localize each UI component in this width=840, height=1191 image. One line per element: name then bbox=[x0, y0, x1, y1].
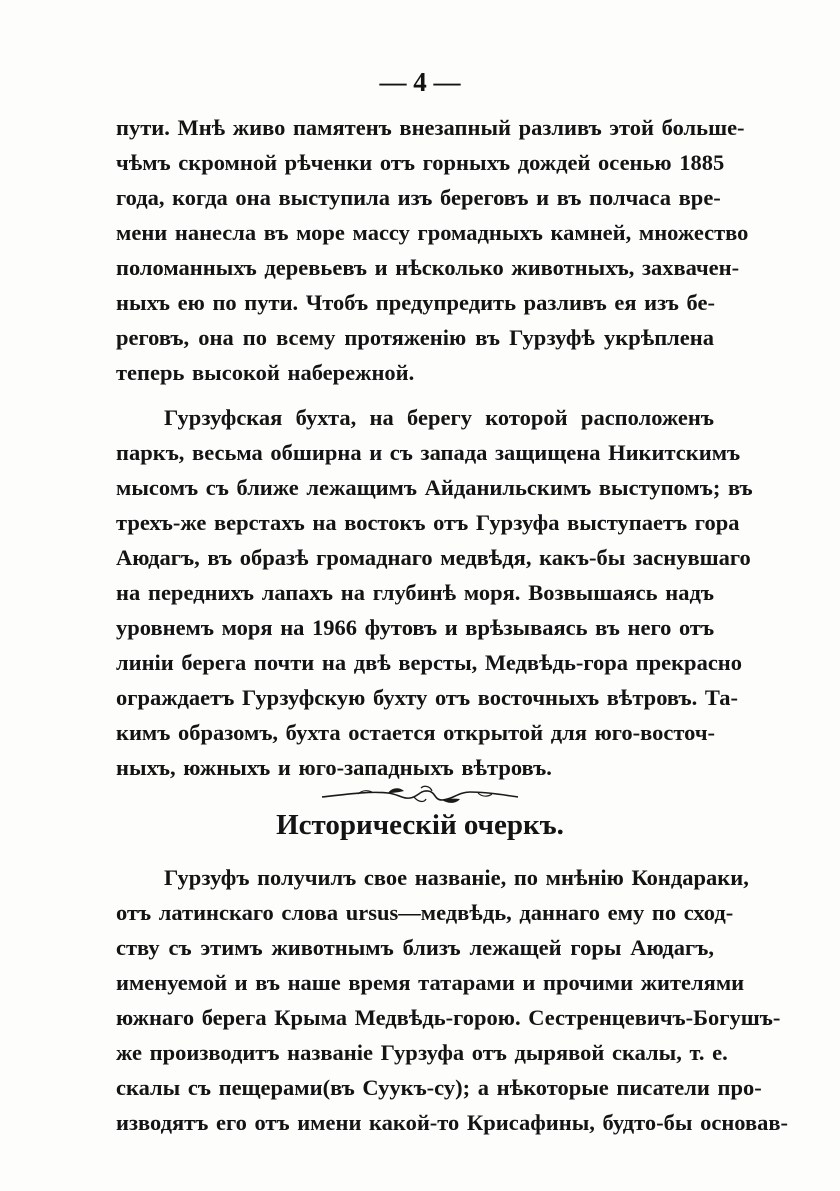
text-line: мысомъ съ ближе лежащимъ Айданильскимъ выступомъ; въ bbox=[116, 475, 753, 500]
text-line: Аюдагъ, въ образѣ громаднаго медвѣдя, какъ-бы заснувшаго bbox=[116, 545, 751, 570]
text-line: Гурзуфская бухта, на берегу которой расположенъ bbox=[164, 405, 714, 430]
text-line: теперь высокой набережной. bbox=[116, 360, 415, 385]
text-line: мени нанесла въ море массу громадныхъ камней, множество bbox=[116, 220, 749, 245]
text-line: трехъ-же верстахъ на востокъ отъ Гурзуфа выступаетъ гора bbox=[116, 510, 740, 535]
text-line: ограждаетъ Гурзуфскую бухту отъ восточныхъ вѣтровъ. Та- bbox=[116, 685, 739, 710]
text-line: пути. Мнѣ живо памятенъ внезапный разливъ этой больше- bbox=[116, 115, 745, 140]
section-title: Историческій очеркъ. bbox=[276, 809, 564, 841]
text-line: изводятъ его отъ имени какой-то Крисафины, будто-бы основав- bbox=[116, 1110, 789, 1135]
text-line: Гурзуфъ получилъ свое названіе, по мнѣнію Кондараки, bbox=[164, 865, 749, 890]
text-line: ству съ этимъ животнымъ близъ лежащей горы Аюдагъ, bbox=[116, 935, 714, 960]
text-line: отъ латинскаго слова ursus—медвѣдь, даннаго ему по сход- bbox=[116, 900, 734, 925]
text-line: именуемой и въ наше время татарами и прочими жителями bbox=[116, 970, 745, 995]
text-line: чѣмъ скромной рѣченки отъ горныхъ дождей осенью 1885 bbox=[116, 150, 725, 175]
text-line: кимъ образомъ, бухта остается открытой для юго-восточ- bbox=[116, 720, 716, 745]
text-line: линіи берега почти на двѣ версты, Медвѣдь-гора прекрасно bbox=[116, 650, 743, 675]
text-line: реговъ, она по всему протяженію въ Гурзуфѣ укрѣплена bbox=[116, 325, 714, 350]
vine-flourish-icon bbox=[318, 782, 522, 810]
page-number: — 4 — bbox=[379, 67, 461, 97]
text-line: года, когда она выступила изъ береговъ и въ полчаса вре- bbox=[116, 185, 721, 210]
text-line: на переднихъ лапахъ на глубинѣ моря. Возвышаясь надъ bbox=[116, 580, 714, 605]
text-line: ныхъ ею по пути. Чтобъ предупредить разливъ ея изъ бе- bbox=[116, 290, 715, 315]
text-line: же производитъ названіе Гурзуфа отъ дырявой скалы, т. е. bbox=[116, 1040, 728, 1065]
text-line: скалы съ пещерами(въ Суукъ-су); а нѣкоторые писатели про- bbox=[116, 1075, 762, 1100]
text-line: поломанныхъ деревьевъ и нѣсколько животныхъ, захвачен- bbox=[116, 255, 740, 280]
text-line: уровнемъ моря на 1966 футовъ и врѣзываясь въ него отъ bbox=[116, 615, 715, 640]
text-line: паркъ, весьма обширна и съ запада защищена Никитскимъ bbox=[116, 440, 741, 465]
text-line: южнаго берега Крыма Медвѣдь-горою. Сестренцевичъ-Богушъ- bbox=[116, 1005, 781, 1030]
text-line: ныхъ, южныхъ и юго-западныхъ вѣтровъ. bbox=[116, 755, 552, 780]
